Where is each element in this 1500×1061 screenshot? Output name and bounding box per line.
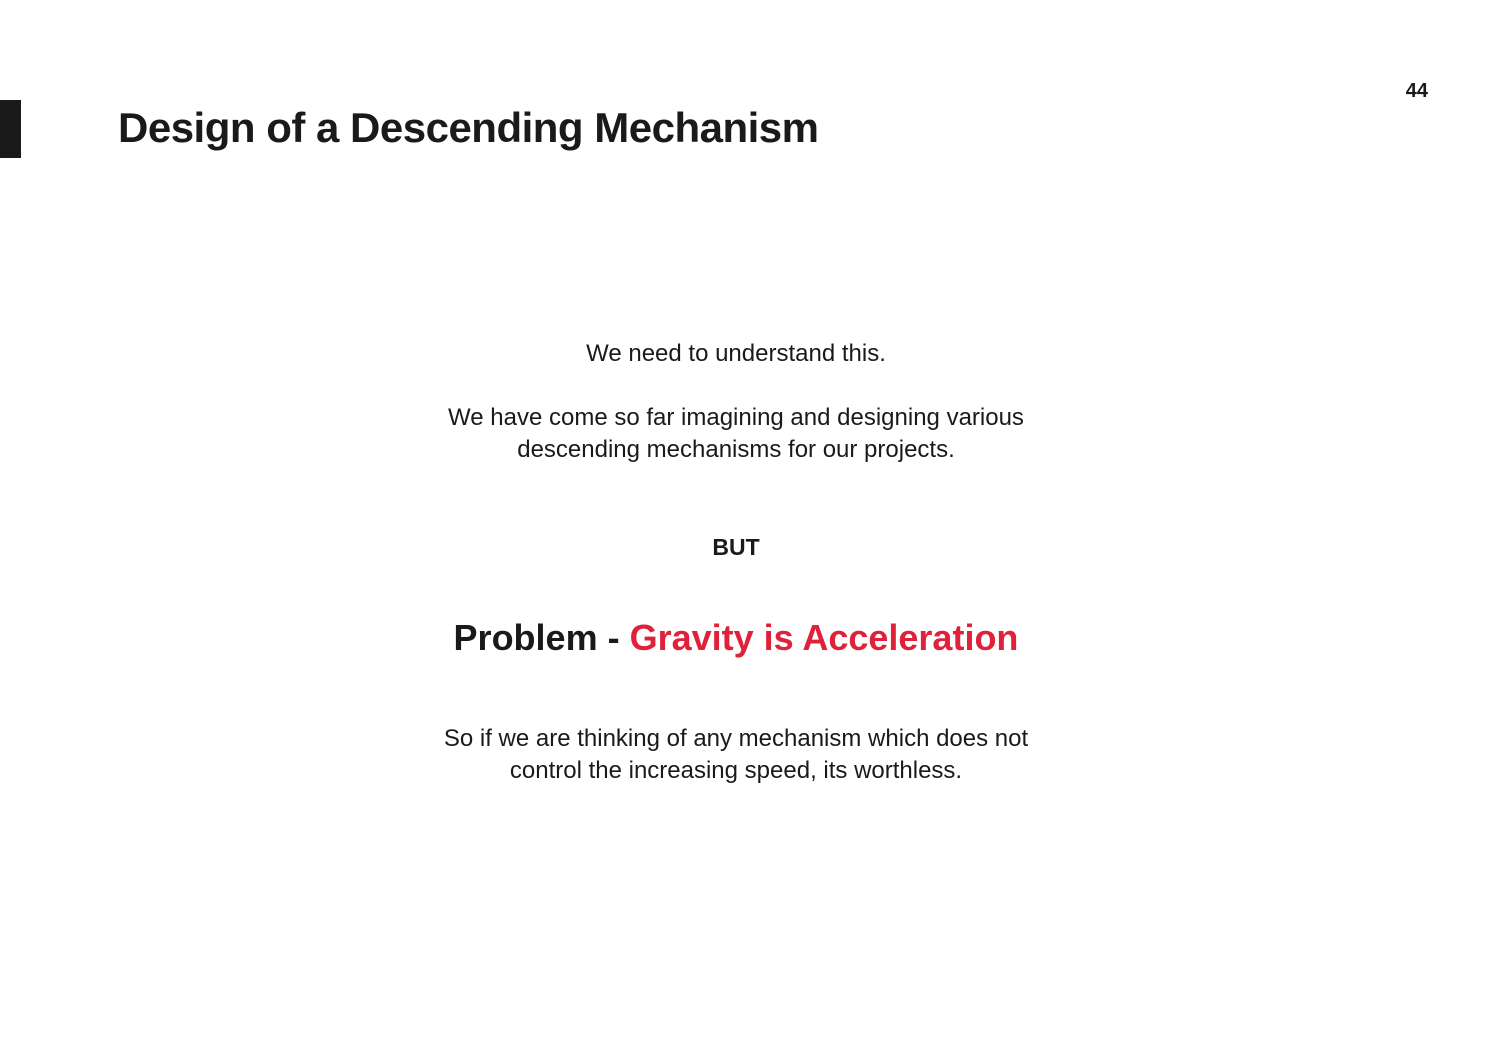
conclusion-line: control the increasing speed, its worthless. — [509, 757, 963, 784]
problem-statement — [336, 614, 1136, 662]
paragraph-line: descending mechanisms for our projects. — [517, 436, 955, 463]
problem-highlight: Gravity is Acceleration — [629, 617, 1019, 658]
conclusion — [336, 723, 1136, 787]
page-number: 44 — [1405, 80, 1428, 102]
page-title: Design of a Descending Mechanism — [118, 104, 819, 151]
but-label: BUT — [712, 534, 760, 560]
problem-prefix: Problem - — [453, 617, 630, 658]
conclusion-line: So if we are thinking of any mechanism which does not — [443, 725, 1029, 752]
paragraph-line: We have come so far imagining and designing various — [448, 404, 1024, 431]
paragraph — [336, 402, 1136, 466]
title-accent-bar — [0, 100, 21, 158]
intro-text: We need to understand this. — [586, 340, 886, 367]
